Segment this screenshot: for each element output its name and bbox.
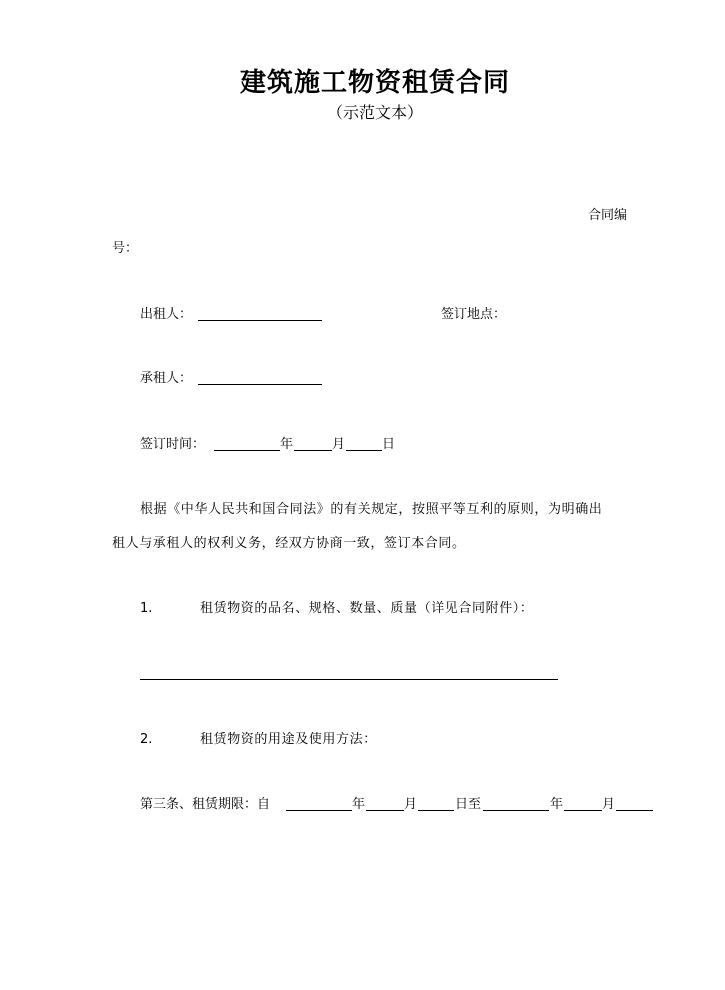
document-subtitle: （示范文本） — [326, 103, 423, 122]
sign-day-label: 日 — [382, 437, 396, 452]
start-year-blank[interactable] — [286, 810, 352, 811]
document-title: 建筑施工物资租赁合同 — [239, 68, 510, 98]
sign-year-label: 年 — [280, 437, 294, 452]
item-2-text: 租赁物资的用途及使用方法： — [200, 732, 377, 747]
contract-number-label-part1: 合同编 — [588, 208, 628, 223]
contract-number-label-part2: 号： — [112, 241, 139, 256]
sign-place-label: 签订地点： — [441, 307, 507, 322]
sign-day-blank[interactable] — [346, 450, 382, 451]
lessor-label: 出租人： — [140, 307, 193, 322]
sign-year-blank[interactable] — [214, 450, 280, 451]
preamble-line-1: 根据《中华人民共和国合同法》的有关规定，按照平等互利的原则，为明确出 — [140, 502, 603, 517]
start-day-blank[interactable] — [418, 810, 454, 811]
article-3-to-label: 日至 — [455, 797, 482, 812]
item-1-answer-line[interactable] — [140, 679, 558, 680]
item-1-text: 租赁物资的品名、规格、数量、质量（详见合同附件）： — [200, 601, 534, 616]
item-2-number: 2. — [140, 732, 153, 747]
end-month-blank[interactable] — [564, 810, 602, 811]
lessee-blank[interactable] — [198, 384, 322, 385]
start-month-blank[interactable] — [366, 810, 404, 811]
sign-month-label: 月 — [332, 437, 346, 452]
end-year-blank[interactable] — [483, 810, 549, 811]
end-year-label: 年 — [550, 797, 564, 812]
end-day-blank[interactable] — [616, 810, 653, 811]
preamble-line-2: 租人与承租人的权利义务，经双方协商一致，签订本合同。 — [112, 536, 466, 551]
sign-time-label: 签订时间： — [140, 437, 206, 452]
start-year-label: 年 — [352, 797, 366, 812]
end-month-label: 月 — [602, 797, 616, 812]
item-1-number: 1. — [140, 601, 153, 616]
start-month-label: 月 — [404, 797, 418, 812]
article-3-label: 第三条、租赁期限：自 — [140, 797, 271, 812]
lessor-blank[interactable] — [198, 320, 322, 321]
lessee-label: 承租人： — [140, 371, 193, 386]
sign-month-blank[interactable] — [294, 450, 332, 451]
